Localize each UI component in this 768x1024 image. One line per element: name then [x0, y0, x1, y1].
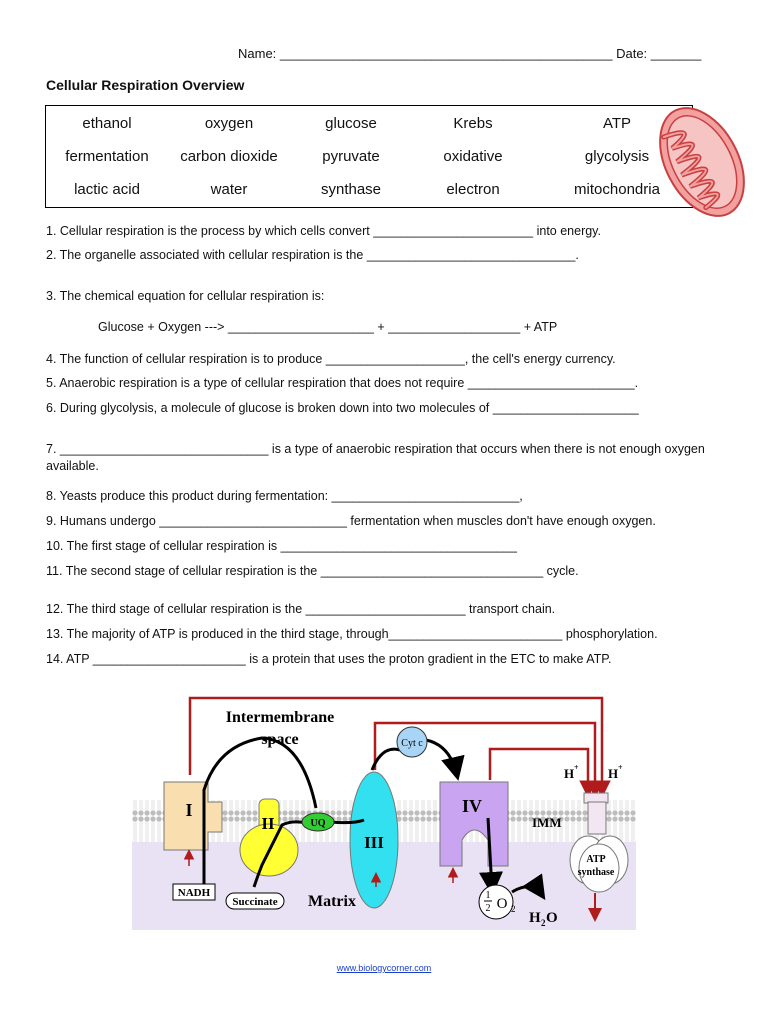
h-plus-right: H: [608, 766, 619, 781]
word-carbon-dioxide: carbon dioxide: [180, 148, 278, 165]
water-h: H: [529, 910, 541, 926]
word-glucose: glucose: [325, 115, 377, 132]
matrix-label: Matrix: [308, 893, 356, 910]
h-plus-left: H: [564, 766, 575, 781]
intermembrane-label-2: space: [261, 731, 299, 748]
complex-2-label: II: [261, 814, 275, 833]
word-atp: ATP: [602, 115, 632, 132]
question-1: 1. Cellular respiration is the process by which cells convert _______________________ into energy.: [46, 224, 601, 238]
h-plus-right-sign: +: [618, 763, 623, 772]
word-water: water: [210, 181, 248, 198]
question-10: 10. The first stage of cellular respiration is __________________________________: [46, 539, 517, 553]
question-8: 8. Yeasts produce this product during fermentation: ___________________________,: [46, 489, 523, 503]
word-electron: electron: [446, 181, 500, 198]
question-7: 7. ______________________________ is a type of anaerobic respiration that occurs when there is not enough oxygen available.: [46, 442, 705, 473]
question-3: 3. The chemical equation for cellular respiration is:: [46, 289, 325, 303]
question-5: 5. Anaerobic respiration is a type of cellular respiration that does not require ________________________.: [46, 376, 639, 390]
word-krebs: Krebs: [453, 115, 493, 132]
electron-path-cytc-to-iv: [426, 740, 457, 775]
intermembrane-label-1: Intermembrane: [225, 709, 335, 726]
word-fermentation: fermentation: [65, 148, 149, 165]
question-11: 11. The second stage of cellular respiration is the ________________________________ cycle.: [46, 564, 579, 578]
equation-line: Glucose + Oxygen ---> _____________________ + ___________________ + ATP: [98, 320, 558, 334]
uq-label: UQ: [310, 818, 326, 829]
question-6: 6. During glycolysis, a molecule of glucose is broken down into two molecules of _____________________: [46, 401, 639, 415]
question-4: 4. The function of cellular respiration is to produce ____________________, the cell's energy currency.: [46, 352, 616, 366]
imm-label: IMM: [532, 815, 562, 830]
o2-symbol: O: [496, 896, 508, 912]
word-mitochondria: mitochondria: [574, 181, 660, 198]
worksheet-title: Cellular Respiration Overview: [46, 77, 245, 93]
complex-1-label: I: [185, 800, 193, 820]
question-12: 12. The third stage of cellular respiration is the _______________________ transport chain.: [46, 602, 556, 616]
water-subscript: 2: [541, 918, 546, 928]
nadh-label: NADH: [177, 887, 211, 899]
electron-transport-chain-diagram: [132, 690, 636, 930]
half-denominator: 2: [485, 903, 491, 914]
complex-4-label: IV: [461, 796, 483, 816]
o2-subscript: 2: [511, 904, 516, 914]
water-o: O: [546, 910, 558, 926]
cytc-label: Cyt c: [401, 738, 423, 749]
atp-synthase-label-1: ATP: [586, 854, 606, 865]
word-pyruvate: pyruvate: [322, 148, 380, 165]
word-lactic-acid: lactic acid: [74, 181, 140, 198]
half-numerator: 1: [485, 890, 491, 901]
question-2: 2. The organelle associated with cellular respiration is the ______________________________.: [46, 248, 579, 262]
footer: [0, 963, 768, 973]
word-oxidative: oxidative: [443, 148, 503, 165]
word-glycolysis: glycolysis: [584, 148, 650, 165]
question-14: 14. ATP ______________________ is a protein that uses the proton gradient in the ETC to make ATP.: [46, 652, 612, 666]
word-ethanol: ethanol: [82, 115, 132, 132]
footer-link[interactable]: www.biologycorner.com: [336, 963, 432, 973]
complex-3-label: III: [364, 833, 384, 852]
word-bank: [45, 105, 693, 208]
question-13: 13. The majority of ATP is produced in the third stage, through_________________________ phosphorylation.: [46, 627, 658, 641]
succinate-label: Succinate: [232, 896, 278, 908]
h-plus-left-sign: +: [574, 763, 579, 772]
question-9: 9. Humans undergo ___________________________ fermentation when muscles don't have enough oxygen.: [46, 514, 656, 528]
name-date-line: Name: ______________________________________________ Date: _______: [238, 46, 702, 61]
word-oxygen: oxygen: [204, 115, 254, 132]
atp-synthase-label-2: synthase: [577, 867, 615, 878]
mitochondrion-illustration: [656, 98, 748, 226]
word-synthase: synthase: [320, 181, 382, 198]
